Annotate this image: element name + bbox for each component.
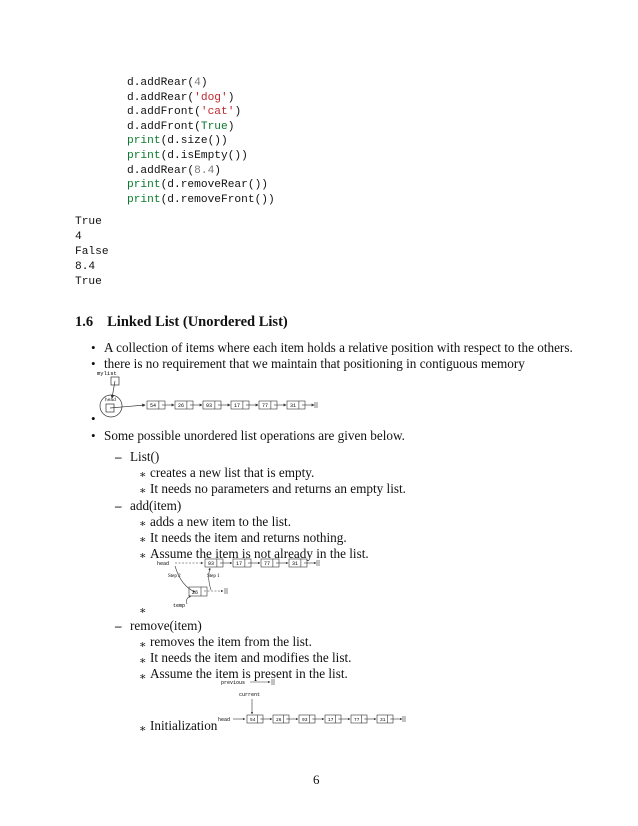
code-line (127, 164, 275, 179)
dash-marker: – (115, 498, 122, 513)
op-name-remove: remove(item) (130, 618, 202, 633)
code-token: print (127, 149, 161, 162)
list-node-value: 54 (150, 402, 157, 409)
bullet-text: Some possible unordered list operations are given below. (104, 428, 405, 443)
bullet-dot: • (91, 428, 96, 443)
list-node-value: 31 (290, 402, 297, 409)
star-marker: ∗ (139, 550, 147, 562)
code-token: d.addRear( (127, 77, 195, 89)
star-marker: ∗ (139, 485, 147, 497)
op-name-add: add(item) (130, 498, 182, 513)
star-marker: ∗ (139, 605, 147, 617)
head-label: head (105, 398, 116, 403)
section-heading (75, 314, 288, 331)
code-token: d.addRear( (127, 164, 195, 177)
code-token: (d.removeRear()) (160, 179, 268, 192)
list-node-value: 77 (354, 717, 360, 723)
bullet-dot: • (91, 340, 96, 355)
temp-label: temp (173, 603, 186, 609)
op-detail: Assume the item is present in the list. (150, 666, 348, 681)
star-marker: ∗ (139, 469, 147, 481)
code-token: d.addRear( (127, 91, 195, 104)
op-detail: It needs the item and returns nothing. (150, 530, 347, 545)
code-token: ) (234, 106, 242, 119)
list-node-value: 17 (234, 402, 241, 409)
program-output (75, 215, 109, 290)
op-detail: removes the item from the list. (150, 634, 312, 649)
code-line (127, 178, 275, 193)
output-line: True (75, 216, 102, 228)
step1-label: Step 1 (207, 574, 220, 579)
op-detail: Assume the item is not already in the list. (150, 546, 369, 561)
code-token: 'cat' (200, 106, 235, 119)
output-line: 4 (75, 231, 82, 243)
list-node-value: 17 (328, 717, 334, 723)
op-detail: It needs the item and modifies the list. (150, 650, 352, 665)
code-token: ) (227, 91, 235, 104)
code-block (127, 76, 275, 207)
op-detail: adds a new item to the list. (150, 514, 292, 529)
code-line (127, 134, 275, 149)
code-token: (d.size()) (160, 135, 228, 148)
code-token: (d.isEmpty()) (160, 149, 248, 162)
output-line: 8.4 (75, 261, 96, 273)
code-token: 4 (194, 77, 201, 89)
current-label: current (239, 692, 261, 698)
bullet-dot: • (91, 356, 96, 371)
code-token: 'dog' (194, 91, 228, 104)
new-node-value: 26 (192, 590, 199, 596)
op-detail: creates a new list that is empty. (150, 465, 315, 480)
code-token: True (200, 120, 228, 133)
op-name-list: List() (130, 449, 160, 464)
list-node-value: 17 (236, 560, 243, 567)
code-token: print (127, 135, 161, 148)
star-marker: ∗ (139, 518, 147, 530)
code-line (127, 120, 275, 135)
step2-label: Step 2 (168, 574, 181, 579)
bullet-text: A collection of items where each item holds a relative position with respect to the others. (104, 340, 573, 355)
linked-list-figure-2 (155, 556, 335, 611)
list-node-value: 77 (264, 560, 271, 567)
dash-marker: – (115, 449, 122, 464)
code-token: ) (227, 120, 235, 133)
add-head-label: head (157, 561, 170, 567)
code-line (127, 149, 275, 164)
star-marker: ∗ (139, 534, 147, 546)
mylist-label: mylist (97, 370, 117, 377)
code-line (127, 105, 275, 120)
list-node-value: 77 (262, 402, 269, 409)
list-node-value: 54 (250, 717, 256, 723)
list-node-value: 93 (302, 717, 308, 723)
bullet-dot: • (91, 411, 96, 426)
star-marker: ∗ (139, 671, 147, 683)
list-node-value: 93 (206, 402, 213, 409)
section-title: Linked List (Unordered List) (107, 314, 288, 330)
list-node-value: 31 (380, 717, 386, 723)
star-marker: ∗ (139, 639, 147, 651)
section-number: 1.6 (75, 314, 94, 330)
linked-list-figure-3 (215, 676, 435, 731)
list-node-value: 26 (276, 717, 282, 723)
output-line: False (75, 246, 109, 258)
remove-head-label: head (218, 717, 231, 723)
code-token: print (127, 179, 161, 192)
code-token: print (127, 193, 161, 206)
list-node-value: 31 (292, 560, 299, 567)
code-token: d.addFront( (127, 120, 201, 133)
star-marker: ∗ (139, 655, 147, 667)
code-line (127, 193, 275, 208)
list-node-value: 26 (178, 402, 185, 409)
code-line (127, 76, 275, 91)
star-marker: ∗ (139, 723, 147, 735)
code-token: ) (214, 164, 222, 177)
previous-label: previous (221, 680, 246, 686)
list-node-value: 93 (208, 560, 215, 567)
code-token: 8.4 (194, 164, 215, 177)
dash-marker: – (115, 618, 122, 633)
code-token: (d.removeFront()) (160, 193, 275, 206)
output-line: True (75, 276, 102, 288)
code-token: ) (200, 77, 208, 89)
linked-list-figure-1 (95, 370, 355, 420)
op-detail: Initialization (150, 718, 218, 733)
code-token: d.addFront( (127, 106, 201, 119)
code-line (127, 91, 275, 106)
page-number: 6 (313, 772, 320, 787)
bullet-text: there is no requirement that we maintain that positioning in contiguous memory (104, 356, 525, 371)
op-detail: It needs no parameters and returns an empty list. (150, 481, 406, 496)
